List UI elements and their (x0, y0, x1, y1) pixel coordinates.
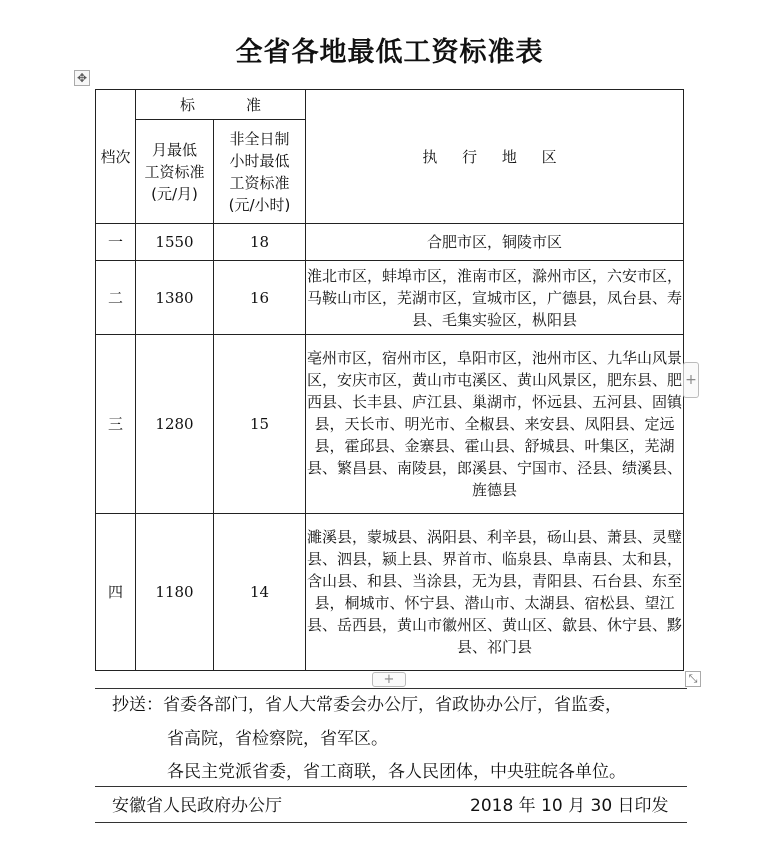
issuer: 安徽省人民政府办公厅 (112, 796, 282, 816)
cc-line-2: 省高院，省检察院，省军区。 (167, 729, 388, 749)
move-icon: ✥ (76, 71, 88, 85)
table-row (96, 514, 684, 671)
plus-icon: + (685, 372, 697, 388)
table-row (96, 261, 684, 335)
monthly-cell: 1550 (136, 224, 214, 261)
header-standard: 标 准 (136, 90, 306, 120)
table-row (96, 335, 684, 514)
grade-cell: 三 (96, 335, 136, 514)
grade-cell: 二 (96, 261, 136, 335)
divider (95, 822, 687, 823)
header-grade: 档次 (96, 90, 136, 224)
monthly-cell: 1280 (136, 335, 214, 514)
monthly-cell: 1380 (136, 261, 214, 335)
table-resize-handle[interactable] (685, 671, 701, 687)
resize-icon: ⤡ (688, 672, 698, 685)
grade-cell: 四 (96, 514, 136, 671)
hourly-cell: 16 (214, 261, 306, 335)
divider (95, 786, 687, 787)
header-monthly: 月最低 工资标准 (元/月) (136, 120, 214, 224)
region-cell: 淮北市区，蚌埠市区，淮南市区，滁州市区，六安市区，马鞍山市区，芜湖市区，宣城市区，广德县，凤台县、寿县、毛集实验区，枞阳县 (306, 261, 684, 335)
table-move-handle[interactable] (74, 70, 90, 86)
issue-date: 2018 年 10 月 30 日印发 (470, 796, 669, 816)
divider (95, 688, 687, 689)
hourly-cell: 18 (214, 224, 306, 261)
region-cell: 濉溪县，蒙城县、涡阳县、利辛县，砀山县、萧县、灵璧县、泗县，颍上县、界首市、临泉县、阜南县、太和县，含山县、和县、当涂县，无为县，青阳县、石台县、东至县，桐城市、怀宁县、潜山市、太湖县、宿松县、望江县、岳西县，黄山市徽州区、黄山区、歙县、休宁县、黟县、祁门县 (306, 514, 684, 671)
region-cell: 合肥市区，铜陵市区 (306, 224, 684, 261)
header-region: 执 行 地 区 (306, 90, 684, 224)
region-cell: 亳州市区，宿州市区，阜阳市区，池州市区、九华山风景区，安庆市区，黄山市屯溪区、黄山风景区，肥东县、肥西县、长丰县、庐江县、巢湖市，怀远县、五河县、固镇县，天长市、明光市、全椒县、来安县、凤阳县、定远县，霍邱县、金寨县、霍山县、舒城县、叶集区，芜湖县、繁昌县、南陵县，郎溪县、宁国市、泾县、绩溪县、旌德县 (306, 335, 684, 514)
grade-cell: 一 (96, 224, 136, 261)
cc-line-3: 各民主党派省委，省工商联，各人民团体，中央驻皖各单位。 (167, 762, 626, 782)
document-title: 全省各地最低工资标准表 (235, 37, 544, 68)
plus-icon: + (383, 672, 395, 687)
cc-line-1: 抄送：省委各部门，省人大常委会办公厅，省政协办公厅，省监委， (112, 695, 622, 715)
monthly-cell: 1180 (136, 514, 214, 671)
header-hourly: 非全日制 小时最低 工资标准 (元/小时) (214, 120, 306, 224)
hourly-cell: 15 (214, 335, 306, 514)
hourly-cell: 14 (214, 514, 306, 671)
table-row (96, 224, 684, 261)
add-row-button[interactable] (683, 362, 699, 398)
add-column-button[interactable] (372, 672, 406, 687)
minimum-wage-table (95, 89, 684, 671)
